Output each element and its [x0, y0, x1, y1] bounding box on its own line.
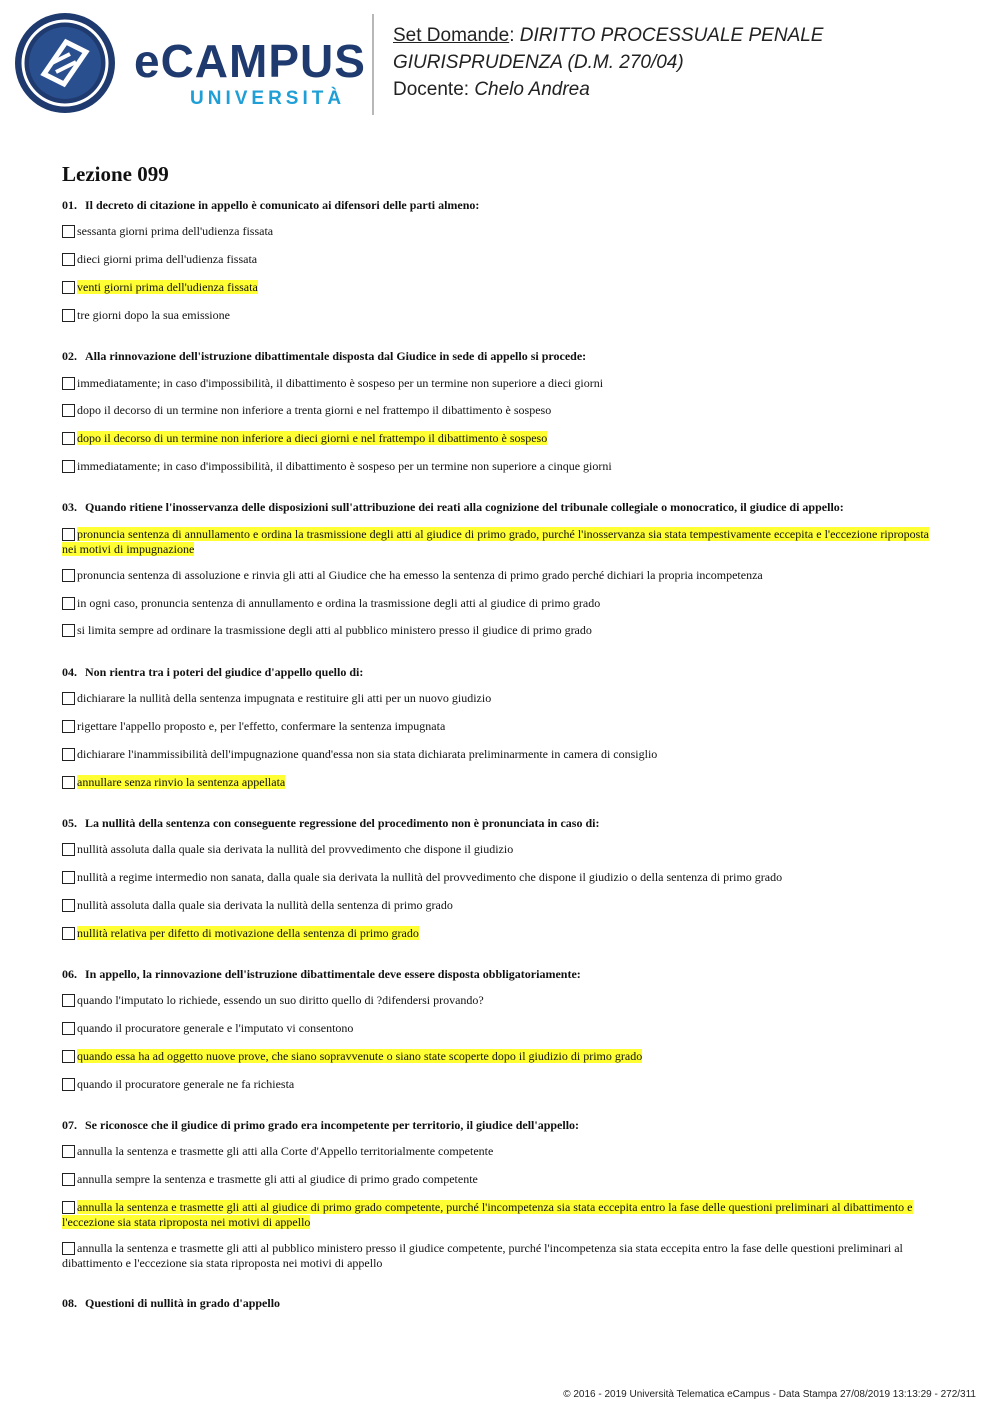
question-text: Se riconosce che il giudice di primo grado era incompetente per territorio, il giudice dell'appello:	[85, 1118, 580, 1132]
answer-option	[62, 224, 942, 239]
answer-option	[62, 403, 942, 418]
answer-option	[62, 1049, 942, 1064]
answer-checkbox[interactable]	[62, 281, 75, 294]
question-text: Alla rinnovazione dell'istruzione dibattimentale disposta dal Giudice in sede di appello si procede:	[85, 349, 587, 363]
answer-text: nullità assoluta dalla quale sia derivata la nullità della sentenza di primo grado	[77, 898, 453, 912]
course-title: DIRITTO PROCESSUALE PENALE	[519, 25, 824, 46]
header-info: Set Domande: DIRITTO PROCESSUALE PENALE GIURISPRUDENZA (D.M. 270/04) Docente: Chelo Andrea	[393, 25, 824, 100]
question-text: Quando ritiene l'inosservanza delle disposizioni sull'attribuzione dei reati alla cognizione del tribunale collegiale o monocratico, il giudice di appello:	[85, 500, 844, 514]
set-label: Set Domande	[393, 25, 510, 46]
answer-checkbox[interactable]	[62, 432, 75, 445]
lesson-title: Lezione 099	[62, 162, 169, 186]
answer-checkbox[interactable]	[62, 776, 75, 789]
question-number: 01.	[62, 198, 77, 212]
answer-text-highlighted: pronuncia sentenza di annullamento e ordina la trasmissione degli atti al giudice di primo grado, purché l'inosservanza sia stata tempestivamente eccepita e l'eccezione riproposta nei motivi di impugnazione	[62, 527, 930, 556]
answer-checkbox[interactable]	[62, 528, 75, 541]
degree-title: GIURISPRUDENZA (D.M. 270/04)	[393, 52, 684, 73]
answer-text-highlighted: annullare senza rinvio la sentenza appellata	[77, 775, 286, 789]
answer-checkbox[interactable]	[62, 624, 75, 637]
answer-checkbox[interactable]	[62, 1145, 75, 1158]
answer-checkbox[interactable]	[62, 692, 75, 705]
answer-checkbox[interactable]	[62, 460, 75, 473]
answer-checkbox[interactable]	[62, 404, 75, 417]
answer-checkbox[interactable]	[62, 225, 75, 238]
answer-checkbox[interactable]	[62, 748, 75, 761]
question-text: Questioni di nullità in grado d'appello	[85, 1296, 281, 1310]
ecampus-logo-icon	[14, 12, 116, 114]
answer-option	[62, 527, 942, 557]
answer-checkbox[interactable]	[62, 1242, 75, 1255]
answer-option	[62, 691, 942, 706]
answer-option	[62, 898, 942, 913]
answer-checkbox[interactable]	[62, 1201, 75, 1214]
answer-text: quando il procuratore generale e l'imputato vi consentono	[77, 1021, 354, 1035]
question-heading	[62, 967, 942, 982]
answer-option	[62, 842, 942, 857]
answer-option	[62, 623, 942, 638]
answer-option	[62, 719, 942, 734]
answer-text: dichiarare la nullità della sentenza impugnata e restituire gli atti per un nuovo giudizio	[77, 691, 492, 705]
question-heading	[62, 1296, 942, 1311]
answer-checkbox[interactable]	[62, 843, 75, 856]
answer-text: immediatamente; in caso d'impossibilità, il dibattimento è sospeso per un termine non superiore a dieci giorni	[77, 376, 604, 390]
question-text: Non rientra tra i poteri del giudice d'appello quello di:	[85, 665, 364, 679]
answer-checkbox[interactable]	[62, 1050, 75, 1063]
answer-option	[62, 1144, 942, 1159]
question-heading	[62, 1118, 942, 1133]
answer-option	[62, 280, 942, 295]
page-header	[0, 0, 1000, 130]
logo-wordmark: eCAMPUS	[134, 35, 366, 87]
docente-label: Docente:	[393, 79, 470, 100]
answer-checkbox[interactable]	[62, 899, 75, 912]
logo-subtitle: UNIVERSITÀ	[190, 88, 346, 109]
answer-checkbox[interactable]	[62, 253, 75, 266]
answer-option	[62, 1077, 942, 1092]
header-divider	[372, 14, 374, 115]
question-number: 04.	[62, 665, 77, 679]
answer-text: tre giorni dopo la sua emissione	[77, 308, 230, 322]
answer-option	[62, 431, 942, 446]
docente-name: Chelo Andrea	[474, 79, 590, 100]
answer-checkbox[interactable]	[62, 871, 75, 884]
answer-checkbox[interactable]	[62, 927, 75, 940]
answer-text: si limita sempre ad ordinare la trasmissione degli atti al pubblico ministero presso il giudice di primo grado	[77, 623, 592, 637]
answer-text: quando l'imputato lo richiede, essendo un suo diritto quello di ?difendersi provando?	[77, 993, 484, 1007]
answer-option	[62, 308, 942, 323]
answer-text: immediatamente; in caso d'impossibilità, il dibattimento è sospeso per un termine non superiore a cinque giorni	[77, 459, 612, 473]
answer-option	[62, 568, 942, 583]
answer-option	[62, 775, 942, 790]
answer-checkbox[interactable]	[62, 1078, 75, 1091]
answer-text: dichiarare l'inammissibilità dell'impugnazione quand'essa non sia stata dichiarata preliminarmente in camera di consiglio	[77, 747, 658, 761]
answer-text: pronuncia sentenza di assoluzione e rinvia gli atti al Giudice che ha emesso la sentenza di primo grado perché dichiari la propria incompetenza	[77, 568, 763, 582]
answer-text: quando il procuratore generale ne fa richiesta	[77, 1077, 295, 1091]
answer-text-highlighted: venti giorni prima dell'udienza fissata	[77, 280, 258, 294]
page-footer: © 2016 - 2019 Università Telematica eCampus - Data Stampa 27/08/2019 13:13:29 - 272/311	[563, 1389, 976, 1400]
question-heading	[62, 349, 942, 364]
answer-checkbox[interactable]	[62, 1173, 75, 1186]
answer-text: annulla la sentenza e trasmette gli atti alla Corte d'Appello territorialmente competente	[77, 1144, 494, 1158]
answer-option	[62, 596, 942, 611]
answer-option	[62, 459, 942, 474]
answer-option	[62, 1021, 942, 1036]
question-text: La nullità della sentenza con conseguente regressione del procedimento non è pronunciata in caso di:	[85, 816, 600, 830]
answer-checkbox[interactable]	[62, 1022, 75, 1035]
answer-text: annulla sempre la sentenza e trasmette gli atti al giudice di primo grado competente	[77, 1172, 478, 1186]
question-heading	[62, 198, 942, 213]
answer-checkbox[interactable]	[62, 569, 75, 582]
answer-option	[62, 376, 942, 391]
answer-text: dieci giorni prima dell'udienza fissata	[77, 252, 258, 266]
answer-checkbox[interactable]	[62, 597, 75, 610]
answer-option	[62, 926, 942, 941]
question-number: 08.	[62, 1296, 77, 1310]
answer-option	[62, 747, 942, 762]
answer-text: rigettare l'appello proposto e, per l'effetto, confermare la sentenza impugnata	[77, 719, 446, 733]
answer-text-highlighted: dopo il decorso di un termine non inferiore a dieci giorni e nel frattempo il dibattimento è sospeso	[77, 431, 548, 445]
question-heading	[62, 665, 942, 680]
answer-text-highlighted: quando essa ha ad oggetto nuove prove, che siano sopravvenute o siano state scoperte dopo il giudizio di primo grado	[77, 1049, 643, 1063]
question-heading	[62, 816, 942, 831]
answer-text: annulla la sentenza e trasmette gli atti al pubblico ministero presso il giudice competente, purché l'incompetenza sia stata eccepita entro la fase delle questioni preliminari al dibattimento e l'eccezione sia stata riproposta nei motivi di appello	[62, 1241, 903, 1270]
answer-checkbox[interactable]	[62, 994, 75, 1007]
answer-text: in ogni caso, pronuncia sentenza di annullamento e ordina la trasmissione degli atti al giudice di primo grado	[77, 596, 601, 610]
question-number: 07.	[62, 1118, 77, 1132]
question-number: 05.	[62, 816, 77, 830]
answer-option	[62, 1241, 942, 1271]
question-number: 06.	[62, 967, 77, 981]
answer-option	[62, 252, 942, 267]
answer-checkbox[interactable]	[62, 309, 75, 322]
question-text: Il decreto di citazione in appello è comunicato ai difensori delle parti almeno:	[85, 198, 480, 212]
answer-checkbox[interactable]	[62, 377, 75, 390]
answer-text-highlighted: annulla la sentenza e trasmette gli atti al giudice di primo grado competente, purché l'incompetenza sia stata eccepita entro la fase delle questioni preliminari al dibattimento e l'eccezione sia stata riproposta nei motivi di appello	[62, 1200, 913, 1229]
question-number: 02.	[62, 349, 77, 363]
question-number: 03.	[62, 500, 77, 514]
question-text: In appello, la rinnovazione dell'istruzione dibattimentale deve essere disposta obbligatoriamente:	[85, 967, 581, 981]
answer-text: nullità assoluta dalla quale sia derivata la nullità del provvedimento che dispone il giudizio	[77, 842, 514, 856]
answer-checkbox[interactable]	[62, 720, 75, 733]
answer-text: sessanta giorni prima dell'udienza fissata	[77, 224, 274, 238]
answer-option	[62, 1172, 942, 1187]
answer-text-highlighted: nullità relativa per difetto di motivazione della sentenza di primo grado	[77, 926, 419, 940]
answer-option	[62, 1200, 942, 1230]
answer-option	[62, 870, 942, 885]
question-heading	[62, 500, 942, 515]
answer-text: dopo il decorso di un termine non inferiore a trenta giorni e nel frattempo il dibattimento è sospeso	[77, 403, 552, 417]
answer-text: nullità a regime intermedio non sanata, dalla quale sia derivata la nullità del provvedimento che dispone il giudizio o della sentenza di primo grado	[77, 870, 783, 884]
answer-option	[62, 993, 942, 1008]
